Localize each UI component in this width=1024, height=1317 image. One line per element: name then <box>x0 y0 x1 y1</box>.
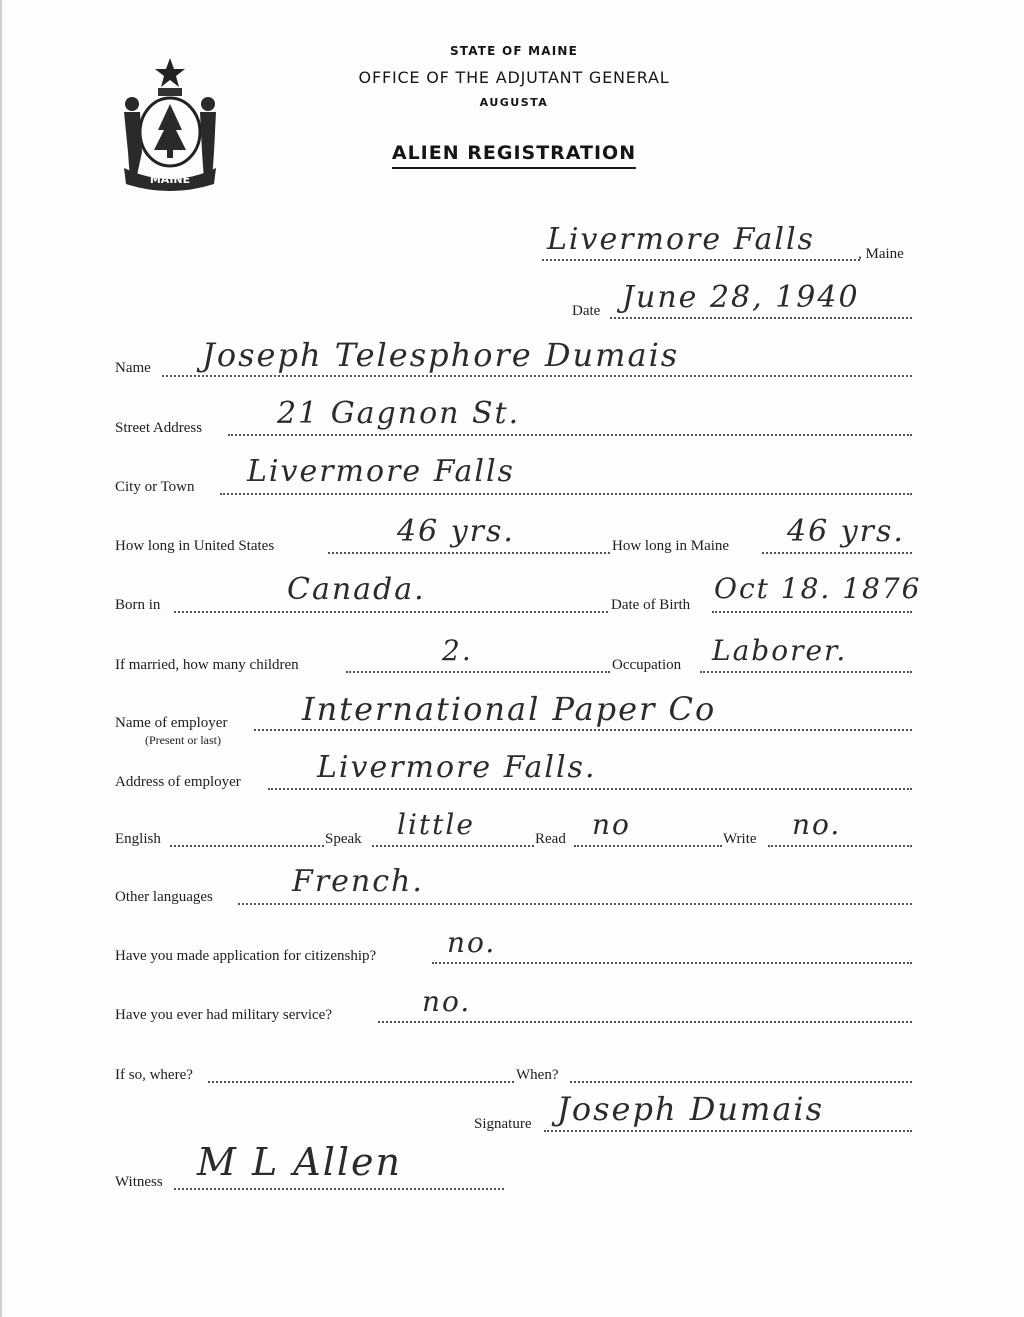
witness-label: Witness <box>115 1174 163 1190</box>
read-value: no <box>592 808 631 841</box>
witness-value: M L Allen <box>197 1140 403 1184</box>
dob-value: Oct 18. 1876 <box>714 572 922 605</box>
employer-line <box>254 729 912 731</box>
date-label: Date <box>572 303 601 319</box>
header-state: STATE OF MAINE <box>449 44 579 58</box>
dob-label: Date of Birth <box>611 597 691 613</box>
write-line <box>768 845 912 847</box>
where-label: If so, where? <box>115 1067 193 1083</box>
how-long-maine-label: How long in Maine <box>612 538 730 554</box>
born-in-value: Canada. <box>287 572 426 607</box>
where-line <box>208 1081 514 1083</box>
street-label: Street Address <box>115 420 203 436</box>
name-value: Joseph Telesphore Dumais <box>202 336 680 374</box>
speak-value: little <box>397 808 475 841</box>
header-city: AUGUSTA <box>479 96 549 109</box>
children-label: If married, how many children <box>115 657 299 673</box>
employer-sub-label: (Present or last) <box>145 733 221 747</box>
name-line <box>162 375 912 377</box>
how-long-us-label: How long in United States <box>115 538 275 554</box>
maine-label: , Maine <box>858 246 904 262</box>
employer-address-label: Address of employer <box>115 774 241 790</box>
citizenship-label: Have you made application for citizenship? <box>115 948 377 964</box>
signature-value: Joseph Dumais <box>557 1090 825 1128</box>
military-value: no. <box>422 985 472 1018</box>
when-label: When? <box>516 1067 559 1083</box>
street-line <box>228 434 912 436</box>
military-line <box>378 1021 912 1023</box>
employer-value: International Paper Co <box>302 690 717 728</box>
seal-label: MAINE <box>149 173 191 186</box>
write-value: no. <box>792 808 842 841</box>
name-label: Name <box>115 360 151 376</box>
born-in-label: Born in <box>115 597 161 613</box>
occupation-label: Occupation <box>612 657 682 673</box>
born-in-line <box>174 611 608 613</box>
employer-label: Name of employer <box>115 715 228 731</box>
occupation-line <box>700 671 912 673</box>
signature-line <box>544 1130 912 1132</box>
street-value: 21 Gagnon St. <box>277 396 521 431</box>
town-value: Livermore Falls <box>547 222 815 257</box>
other-languages-label: Other languages <box>115 889 213 905</box>
read-label: Read <box>535 831 566 847</box>
employer-address-value: Livermore Falls. <box>317 750 597 785</box>
children-value: 2. <box>442 634 473 667</box>
date-line <box>610 317 912 319</box>
read-line <box>574 845 722 847</box>
english-label: English <box>115 831 161 847</box>
signature-label: Signature <box>474 1116 532 1132</box>
when-line <box>570 1081 912 1083</box>
city-value: Livermore Falls <box>247 454 515 489</box>
date-value: June 28, 1940 <box>622 280 860 315</box>
form-title <box>2 142 1024 164</box>
write-label: Write <box>723 831 757 847</box>
how-long-maine-value: 46 yrs. <box>787 514 905 549</box>
how-long-us-value: 46 yrs. <box>397 514 515 549</box>
header-office: OFFICE OF THE ADJUTANT GENERAL <box>358 68 670 87</box>
city-line <box>220 493 912 495</box>
how-long-us-line <box>328 552 610 554</box>
english-line <box>170 845 324 847</box>
military-label: Have you ever had military service? <box>115 1007 332 1023</box>
speak-line <box>372 845 534 847</box>
how-long-maine-line <box>762 552 912 554</box>
other-languages-value: French. <box>292 864 424 899</box>
form-title-text: ALIEN REGISTRATION <box>392 142 636 169</box>
occupation-value: Laborer. <box>712 634 848 667</box>
city-label: City or Town <box>115 479 195 495</box>
witness-line <box>174 1188 504 1190</box>
citizenship-line <box>432 962 912 964</box>
children-line <box>346 671 610 673</box>
employer-address-line <box>268 788 912 790</box>
citizenship-value: no. <box>447 926 497 959</box>
other-languages-line <box>238 903 912 905</box>
speak-label: Speak <box>325 831 362 847</box>
dob-line <box>712 611 912 613</box>
town-line <box>542 259 860 261</box>
